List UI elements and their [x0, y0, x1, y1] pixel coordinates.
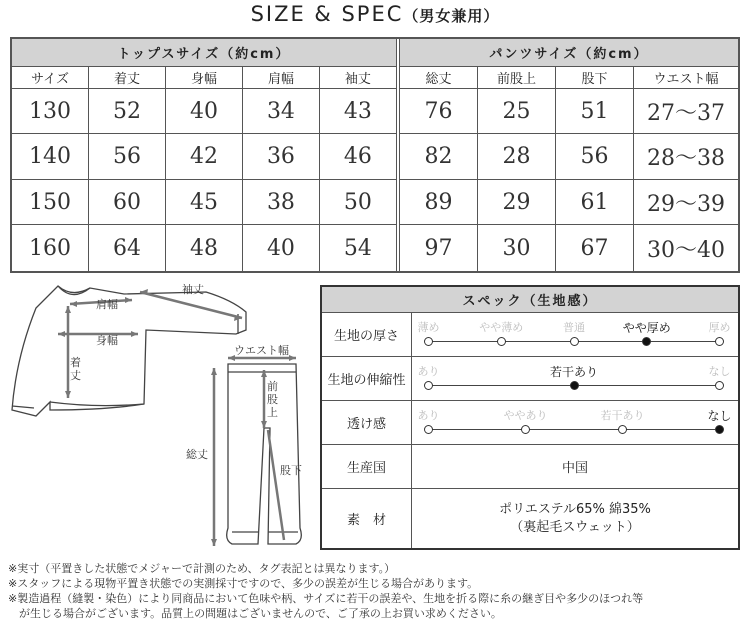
table-cell: 28	[477, 134, 555, 179]
table-cell: 28〜38	[633, 134, 738, 179]
title-main: SIZE & SPEC	[250, 2, 404, 26]
table-row	[400, 225, 738, 271]
spec-row-material	[322, 489, 738, 548]
shoulder-label: 肩幅	[96, 298, 118, 311]
scale-point	[424, 381, 433, 390]
scale-option-label: なし	[708, 365, 731, 378]
spec-row-sheerness	[322, 401, 738, 445]
rating-scale	[417, 313, 731, 356]
material-value	[412, 489, 738, 548]
scale-point	[642, 337, 651, 346]
scale-option-label: なし	[707, 409, 732, 423]
pants-header: パンツサイズ（約cm）	[400, 39, 738, 67]
column-header: 着丈	[88, 67, 165, 88]
scale-option-label: 普通	[563, 321, 585, 334]
note-line: ※実寸（平置きした状態でメジャーで計測のため、タグ表記とは異なります。）	[8, 562, 396, 575]
thickness-scale	[412, 313, 738, 356]
sweatshirt-outline	[12, 286, 246, 416]
scale-option-label: ややあり	[503, 409, 548, 422]
sleeve-label: 袖丈	[182, 283, 204, 296]
column-header: 身幅	[165, 67, 242, 88]
column-header: 前股上	[477, 67, 555, 88]
table-cell: 46	[319, 134, 396, 179]
scale-point	[715, 381, 724, 390]
scale-point	[570, 381, 579, 390]
table-cell: 29〜39	[633, 180, 738, 225]
column-header: 股下	[555, 67, 633, 88]
scale-point	[715, 425, 724, 434]
table-cell: 36	[242, 134, 319, 179]
column-header: ウエスト幅	[633, 67, 738, 88]
chest-label: 身幅	[96, 334, 118, 347]
table-cell: 130	[28, 98, 71, 124]
rating-scale	[417, 357, 731, 400]
note-line: が生じる場合がございます。品質上の問題はございませんので、ご了承の上お買い求めください。	[8, 607, 502, 620]
column-header: サイズ	[31, 71, 69, 87]
scale-option-label: 若干あり	[600, 409, 645, 422]
table-cell: 89	[424, 189, 453, 215]
table-cell: 40	[242, 225, 319, 271]
spec-row-thickness	[322, 313, 738, 357]
table-cell: 60	[88, 180, 165, 225]
sheerness-scale	[412, 401, 738, 444]
rise-label: 前股上	[267, 380, 278, 419]
table-cell: 25	[477, 89, 555, 134]
spec-row-origin	[322, 445, 738, 489]
table-cell: 52	[88, 89, 165, 134]
garment-diagram	[6, 278, 316, 560]
material-label: 素 材	[322, 489, 412, 548]
scale-line	[428, 429, 720, 430]
inseam-label: 股下	[280, 464, 302, 477]
table-cell: 56	[555, 134, 633, 179]
pants-column-headers	[400, 67, 738, 89]
spec-label: 生地の伸縮性	[322, 357, 412, 400]
table-cell: 61	[555, 180, 633, 225]
table-cell: 29	[477, 180, 555, 225]
spec-header: スペック（生地感）	[322, 287, 738, 313]
measurement-illustration	[6, 278, 316, 560]
notes	[8, 561, 748, 621]
table-cell: 82	[424, 144, 453, 170]
table-cell: 54	[319, 225, 396, 271]
tops-size-section	[12, 39, 396, 271]
table-cell: 43	[319, 89, 396, 134]
table-cell: 160	[28, 235, 71, 261]
table-cell: 38	[242, 180, 319, 225]
table-cell: 27〜37	[633, 89, 738, 134]
table-row	[12, 134, 396, 180]
stretch-scale	[412, 357, 738, 400]
note-line: ※スタッフによる現物平置き状態での実測採寸ですので、多少の誤差が生じる場合があります。	[8, 577, 479, 590]
table-cell: 50	[319, 180, 396, 225]
pants-size-section	[400, 39, 738, 271]
table-cell: 34	[242, 89, 319, 134]
origin-value: 中国	[561, 461, 588, 476]
waist-label: ウエスト幅	[234, 344, 289, 357]
table-row	[400, 134, 738, 180]
scale-option-label: 若干あり	[549, 365, 599, 379]
scale-point	[521, 425, 530, 434]
table-cell: 48	[165, 225, 242, 271]
origin-label: 生産国	[322, 445, 412, 488]
tops-column-headers	[12, 67, 396, 89]
table-row	[400, 89, 738, 135]
table-cell: 56	[88, 134, 165, 179]
table-cell: 42	[165, 134, 242, 179]
table-row	[12, 225, 396, 271]
table-cell: 30	[477, 225, 555, 271]
table-cell: 64	[88, 225, 165, 271]
spec-label: 透け感	[322, 401, 412, 444]
column-header: 袖丈	[319, 67, 396, 88]
spec-label: 生地の厚さ	[322, 313, 412, 356]
rating-scale	[417, 401, 732, 444]
tops-header: トップスサイズ（約cm）	[12, 39, 396, 67]
column-header: 肩幅	[242, 67, 319, 88]
length-label: 着丈	[70, 356, 81, 382]
table-row	[12, 89, 396, 135]
total-length-label: 総丈	[186, 448, 208, 461]
title-sub: （男女兼用）	[403, 7, 500, 25]
spec-row-stretch	[322, 357, 738, 401]
size-table	[10, 37, 740, 273]
scale-point	[497, 337, 506, 346]
spec-table	[320, 285, 740, 550]
scale-option-label: 薄め	[417, 321, 440, 334]
table-cell: 45	[165, 180, 242, 225]
scale-point	[570, 337, 579, 346]
table-cell: 150	[28, 189, 71, 215]
table-row	[12, 180, 396, 226]
scale-option-label: やや厚め	[622, 321, 671, 335]
table-cell: 30〜40	[633, 225, 738, 271]
table-cell: 67	[555, 225, 633, 271]
table-cell: 40	[165, 89, 242, 134]
scale-option-label: あり	[417, 365, 440, 378]
scale-point	[424, 425, 433, 434]
material-type: （裏起毛スウェット）	[510, 519, 640, 535]
page-title	[0, 2, 750, 26]
scale-point	[715, 337, 724, 346]
table-cell: 76	[424, 98, 453, 124]
scale-option-label: 厚め	[708, 321, 731, 334]
table-cell: 97	[424, 235, 453, 261]
note-line: ※製造過程（縫製・染色）により同商品において色味や柄、サイズに若干の誤差や、生地を折る際に糸の継ぎ目や多少のほつれ等	[8, 592, 644, 605]
scale-option-label: あり	[417, 409, 440, 422]
scale-option-label: やや薄め	[479, 321, 524, 334]
table-row	[400, 180, 738, 226]
table-cell: 51	[555, 89, 633, 134]
scale-point	[618, 425, 627, 434]
table-cell: 140	[28, 144, 71, 170]
column-header: 総丈	[425, 71, 452, 87]
scale-point	[424, 337, 433, 346]
material-composition: ポリエステル65% 綿35%	[499, 501, 651, 517]
